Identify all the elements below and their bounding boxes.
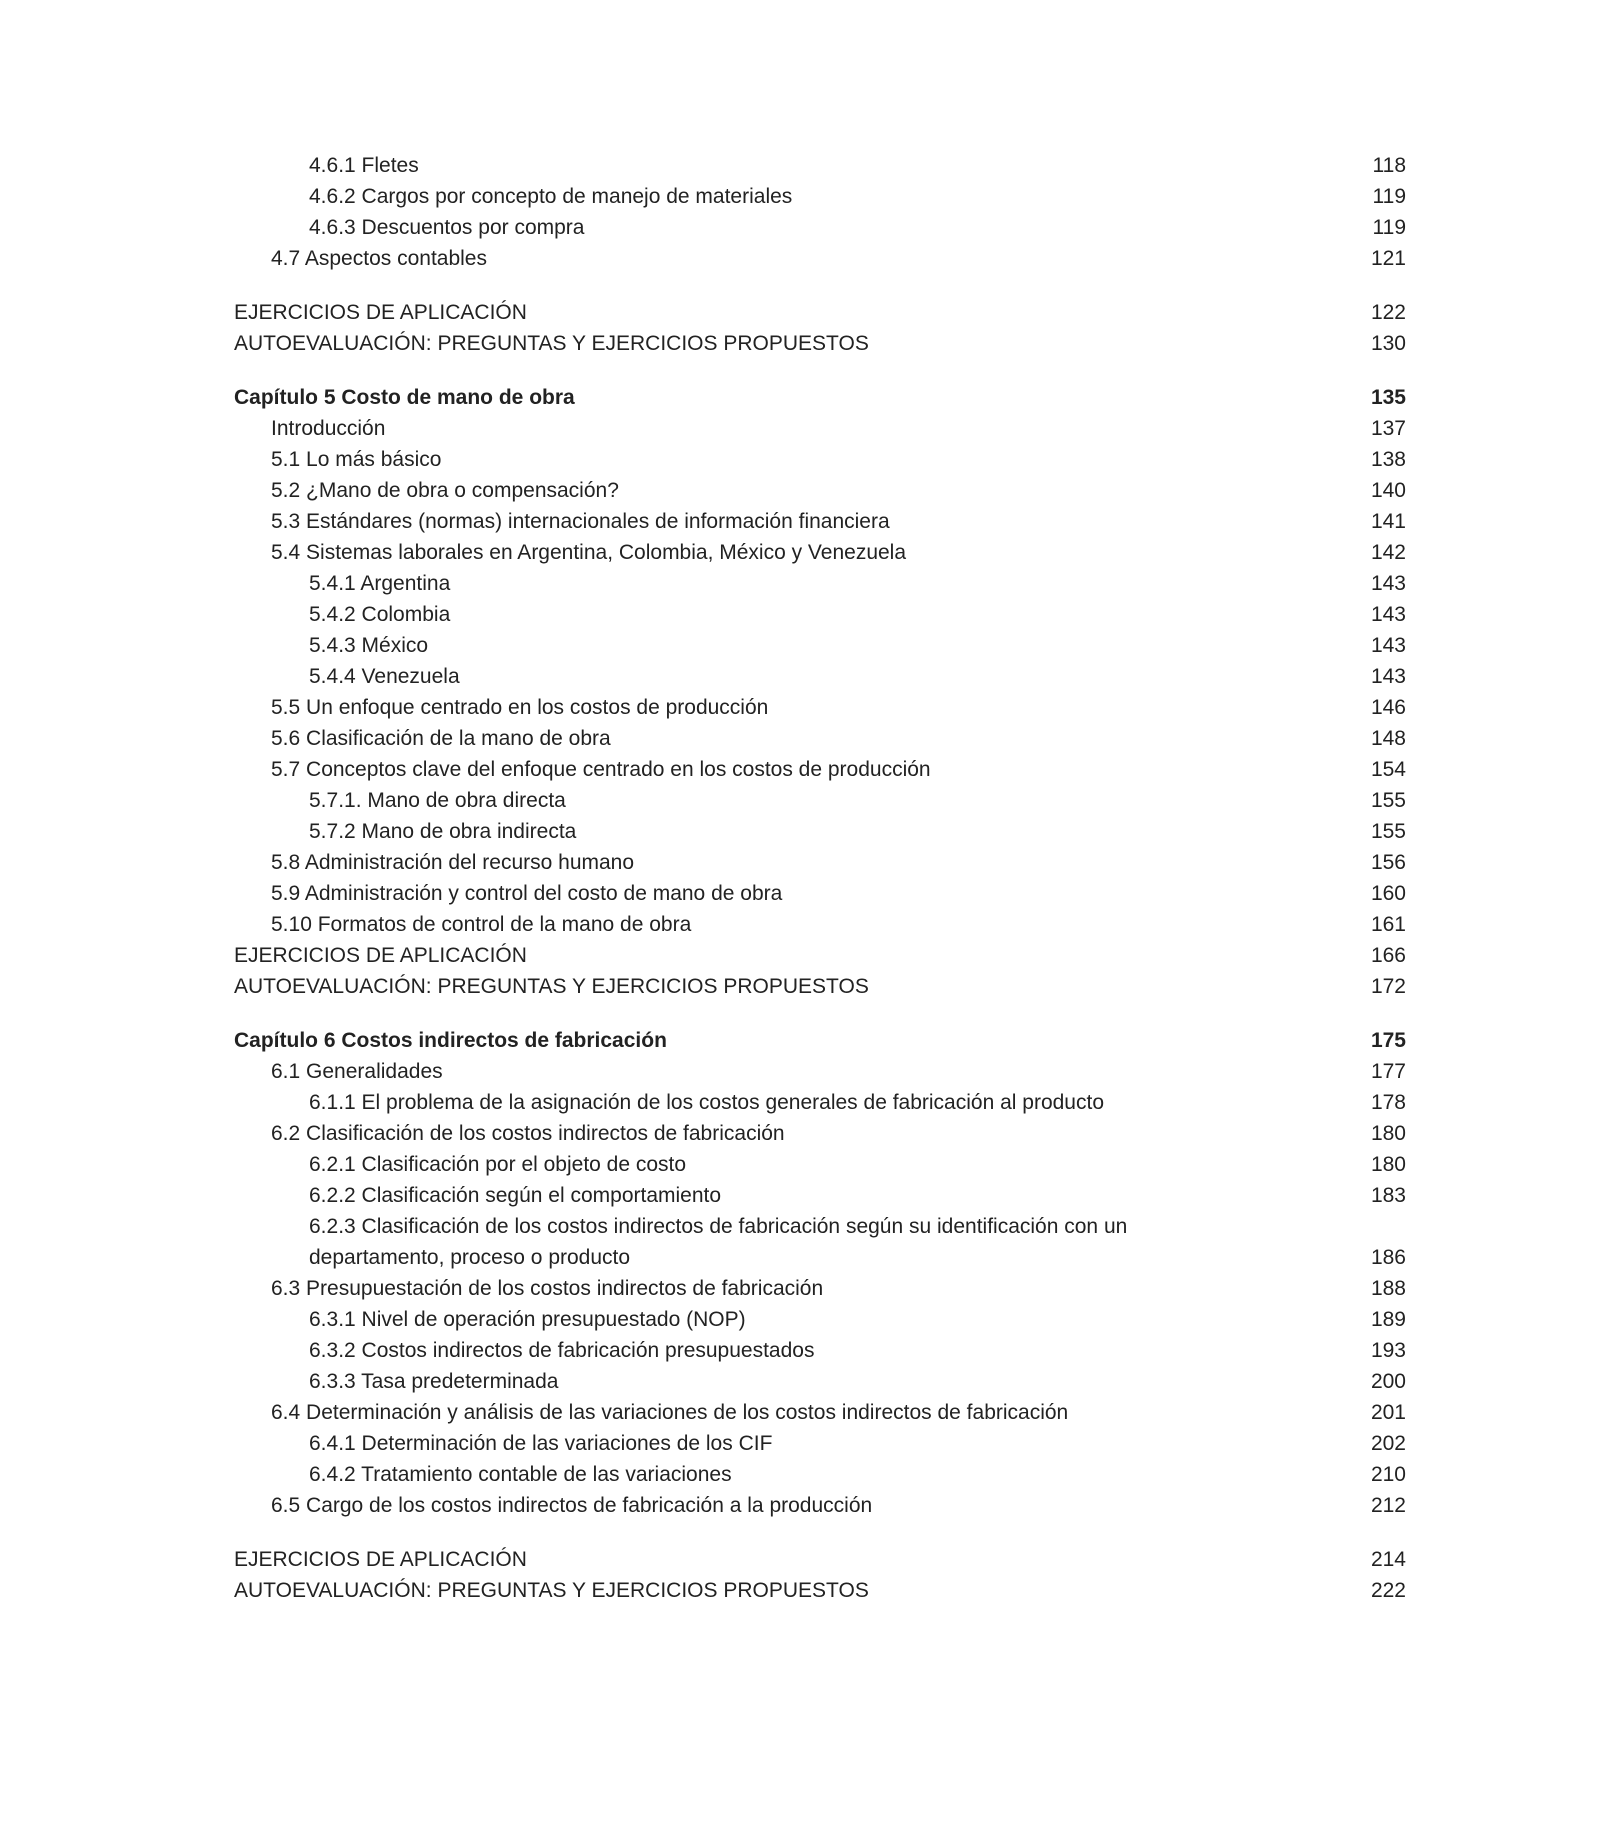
toc-entry-title: 5.4.2 Colombia	[309, 603, 451, 626]
toc-page-number: 143	[1370, 603, 1406, 626]
toc-page-number: 121	[1370, 247, 1406, 270]
toc-entry-row	[234, 1366, 1406, 1397]
toc-page-number: 143	[1370, 634, 1406, 657]
toc-entry-title: 4.6.3 Descuentos por compra	[309, 216, 585, 239]
toc-entry-row	[234, 1575, 1406, 1606]
toc-entry-title: AUTOEVALUACIÓN: PREGUNTAS Y EJERCICIOS PROPUESTOS	[234, 332, 869, 355]
toc-entry-row	[234, 328, 1406, 359]
toc-entry-title: 5.10 Formatos de control de la mano de obra	[271, 913, 692, 936]
toc-entry-row	[234, 150, 1406, 181]
toc-entry-title: 5.7 Conceptos clave del enfoque centrado en los costos de producción	[271, 758, 931, 781]
toc-page-number: 161	[1370, 913, 1406, 936]
toc-entry-title: 6.2 Clasificación de los costos indirectos de fabricación	[271, 1122, 785, 1145]
toc-entry-row	[234, 1149, 1406, 1180]
toc-entry-title: 6.3.1 Nivel de operación presupuestado (NOP)	[309, 1308, 746, 1331]
toc-entry-title: 5.3 Estándares (normas) internacionales de información financiera	[271, 510, 890, 533]
toc-entry-title: 5.9 Administración y control del costo de mano de obra	[271, 882, 783, 905]
toc-page-number: 180	[1370, 1153, 1406, 1176]
toc-entry-title: EJERCICIOS DE APLICACIÓN	[234, 1548, 527, 1571]
toc-page-number: 118	[1372, 154, 1406, 177]
toc-entry-row	[234, 1087, 1406, 1118]
toc-page-number: 202	[1370, 1432, 1406, 1455]
toc-page-number: 119	[1372, 185, 1406, 208]
toc-entry-row	[234, 181, 1406, 212]
toc-page-number: 200	[1370, 1370, 1406, 1393]
toc-entry-title: 4.6.1 Fletes	[309, 154, 419, 177]
toc-page-number: 154	[1370, 758, 1406, 781]
toc-page-number: 146	[1370, 696, 1406, 719]
toc-entry-row	[234, 1490, 1406, 1521]
toc-entry-title: 4.6.2 Cargos por concepto de manejo de materiales	[309, 185, 793, 208]
toc-entry-row	[234, 847, 1406, 878]
toc-page-number: 222	[1370, 1579, 1406, 1602]
toc-chapter-row	[234, 1025, 1406, 1056]
toc-page-number: 143	[1370, 665, 1406, 688]
toc-entry-title: 6.2.2 Clasificación según el comportamiento	[309, 1184, 722, 1207]
toc-page-number: 178	[1370, 1091, 1406, 1114]
toc-page-number: 193	[1370, 1339, 1406, 1362]
toc-entry-title: 5.7.2 Mano de obra indirecta	[309, 820, 577, 843]
toc-entry-row	[234, 723, 1406, 754]
toc-entry-row	[234, 909, 1406, 940]
toc-page-number: 189	[1370, 1308, 1406, 1331]
toc-entry-row	[234, 692, 1406, 723]
toc-entry-title: 6.1.1 El problema de la asignación de los costos generales de fabricación al producto	[309, 1091, 1104, 1114]
toc-page-number: 201	[1370, 1401, 1406, 1424]
toc-entry-title: 5.4.3 México	[309, 634, 429, 657]
toc-entry-row	[234, 1211, 1406, 1273]
toc-page-number: 140	[1370, 479, 1406, 502]
toc-entry-row	[234, 1118, 1406, 1149]
toc-chapter-row	[234, 382, 1406, 413]
toc-entry-row	[234, 1428, 1406, 1459]
toc-entry-title: 6.4.1 Determinación de las variaciones de los CIF	[309, 1432, 773, 1455]
toc-page-number: 177	[1370, 1060, 1406, 1083]
toc-entry-title: 5.4.4 Venezuela	[309, 665, 460, 688]
toc-entry-row	[234, 971, 1406, 1002]
toc-page-number: 138	[1370, 448, 1406, 471]
toc-page-number: 119	[1372, 216, 1406, 239]
toc-entry-title: 5.2 ¿Mano de obra o compensación?	[271, 479, 619, 502]
toc-entry-row	[234, 785, 1406, 816]
toc-entry-row	[234, 1459, 1406, 1490]
toc-page-number: 122	[1370, 301, 1406, 324]
toc-page-number: 212	[1370, 1494, 1406, 1517]
toc-entry-title: 6.2.3 Clasificación de los costos indirectos de fabricación según su identificación con un departamento, proceso o producto	[309, 1215, 1128, 1269]
toc-entry-row	[234, 1544, 1406, 1575]
toc-page-number: 143	[1370, 572, 1406, 595]
toc-entry-title: 5.6 Clasificación de la mano de obra	[271, 727, 611, 750]
toc-entry-row	[234, 1335, 1406, 1366]
toc-page-number: 137	[1370, 417, 1406, 440]
toc-page-number: 166	[1370, 944, 1406, 967]
toc-entry-row	[234, 754, 1406, 785]
toc-entry-title: AUTOEVALUACIÓN: PREGUNTAS Y EJERCICIOS PROPUESTOS	[234, 975, 869, 998]
toc-entry-title: 6.2.1 Clasificación por el objeto de costo	[309, 1153, 687, 1176]
toc-entry-title: EJERCICIOS DE APLICACIÓN	[234, 944, 527, 967]
toc-entry-title: 6.3.3 Tasa predeterminada	[309, 1370, 559, 1393]
toc-page-number: 214	[1370, 1548, 1406, 1571]
toc-entry-title: 6.1 Generalidades	[271, 1060, 443, 1083]
toc-page-number: 155	[1370, 789, 1406, 812]
toc-entry-title: AUTOEVALUACIÓN: PREGUNTAS Y EJERCICIOS PROPUESTOS	[234, 1579, 869, 1602]
toc-page-number: 130	[1370, 332, 1406, 355]
toc-entry-title: Introducción	[271, 417, 386, 440]
toc-entry-row	[234, 816, 1406, 847]
toc-entry-row	[234, 661, 1406, 692]
toc-entry-row	[234, 506, 1406, 537]
toc-page-number: 156	[1370, 851, 1406, 874]
toc-entry-title: 5.8 Administración del recurso humano	[271, 851, 635, 874]
toc-page-number: 180	[1370, 1122, 1406, 1145]
toc-entry-title: 6.4.2 Tratamiento contable de las variaciones	[309, 1463, 732, 1486]
toc-entry-row	[234, 940, 1406, 971]
toc-entry-row	[234, 568, 1406, 599]
toc-entry-row	[234, 878, 1406, 909]
toc-entry-row	[234, 1273, 1406, 1304]
toc-entry-row	[234, 1304, 1406, 1335]
toc-entry-row	[234, 1056, 1406, 1087]
toc-entry-title: 5.4 Sistemas laborales en Argentina, Colombia, México y Venezuela	[271, 541, 907, 564]
toc-page-number: 188	[1370, 1277, 1406, 1300]
toc-entry-row	[234, 537, 1406, 568]
toc-page-number: 148	[1370, 727, 1406, 750]
toc-page-number: 135	[1370, 386, 1406, 409]
toc-entry-title: 6.3.2 Costos indirectos de fabricación presupuestados	[309, 1339, 815, 1362]
toc-page-number: 210	[1370, 1463, 1406, 1486]
toc-entry-title: 6.3 Presupuestación de los costos indirectos de fabricación	[271, 1277, 824, 1300]
toc-entry-row	[234, 1397, 1406, 1428]
toc-page-number: 155	[1370, 820, 1406, 843]
toc-entry-row	[234, 1180, 1406, 1211]
toc-entry-row	[234, 212, 1406, 243]
toc-page-number: 172	[1370, 975, 1406, 998]
toc-page-number: 186	[1370, 1246, 1406, 1269]
toc-entry-row	[234, 599, 1406, 630]
toc-entry-title: 5.5 Un enfoque centrado en los costos de producción	[271, 696, 769, 719]
table-of-contents	[234, 150, 1406, 1606]
toc-entry-row	[234, 413, 1406, 444]
toc-entry-row	[234, 297, 1406, 328]
toc-chapter-title: Capítulo 5 Costo de mano de obra	[234, 386, 575, 409]
toc-page-number: 175	[1370, 1029, 1406, 1052]
toc-page-number: 160	[1370, 882, 1406, 905]
toc-entry-title: EJERCICIOS DE APLICACIÓN	[234, 301, 527, 324]
toc-entry-title: 6.5 Cargo de los costos indirectos de fabricación a la producción	[271, 1494, 873, 1517]
toc-entry-row	[234, 444, 1406, 475]
toc-page-number: 142	[1370, 541, 1406, 564]
toc-entry-title: 5.4.1 Argentina	[309, 572, 451, 595]
toc-page-number: 183	[1370, 1184, 1406, 1207]
toc-entry-title: 6.4 Determinación y análisis de las variaciones de los costos indirectos de fabricación	[271, 1401, 1069, 1424]
toc-chapter-title: Capítulo 6 Costos indirectos de fabricación	[234, 1029, 667, 1052]
toc-entry-title: 5.1 Lo más básico	[271, 448, 442, 471]
toc-page-number: 141	[1370, 510, 1406, 533]
toc-entry-row	[234, 243, 1406, 274]
toc-entry-title: 5.7.1. Mano de obra directa	[309, 789, 566, 812]
toc-entry-row	[234, 475, 1406, 506]
toc-entry-title: 4.7 Aspectos contables	[271, 247, 487, 270]
toc-entry-row	[234, 630, 1406, 661]
